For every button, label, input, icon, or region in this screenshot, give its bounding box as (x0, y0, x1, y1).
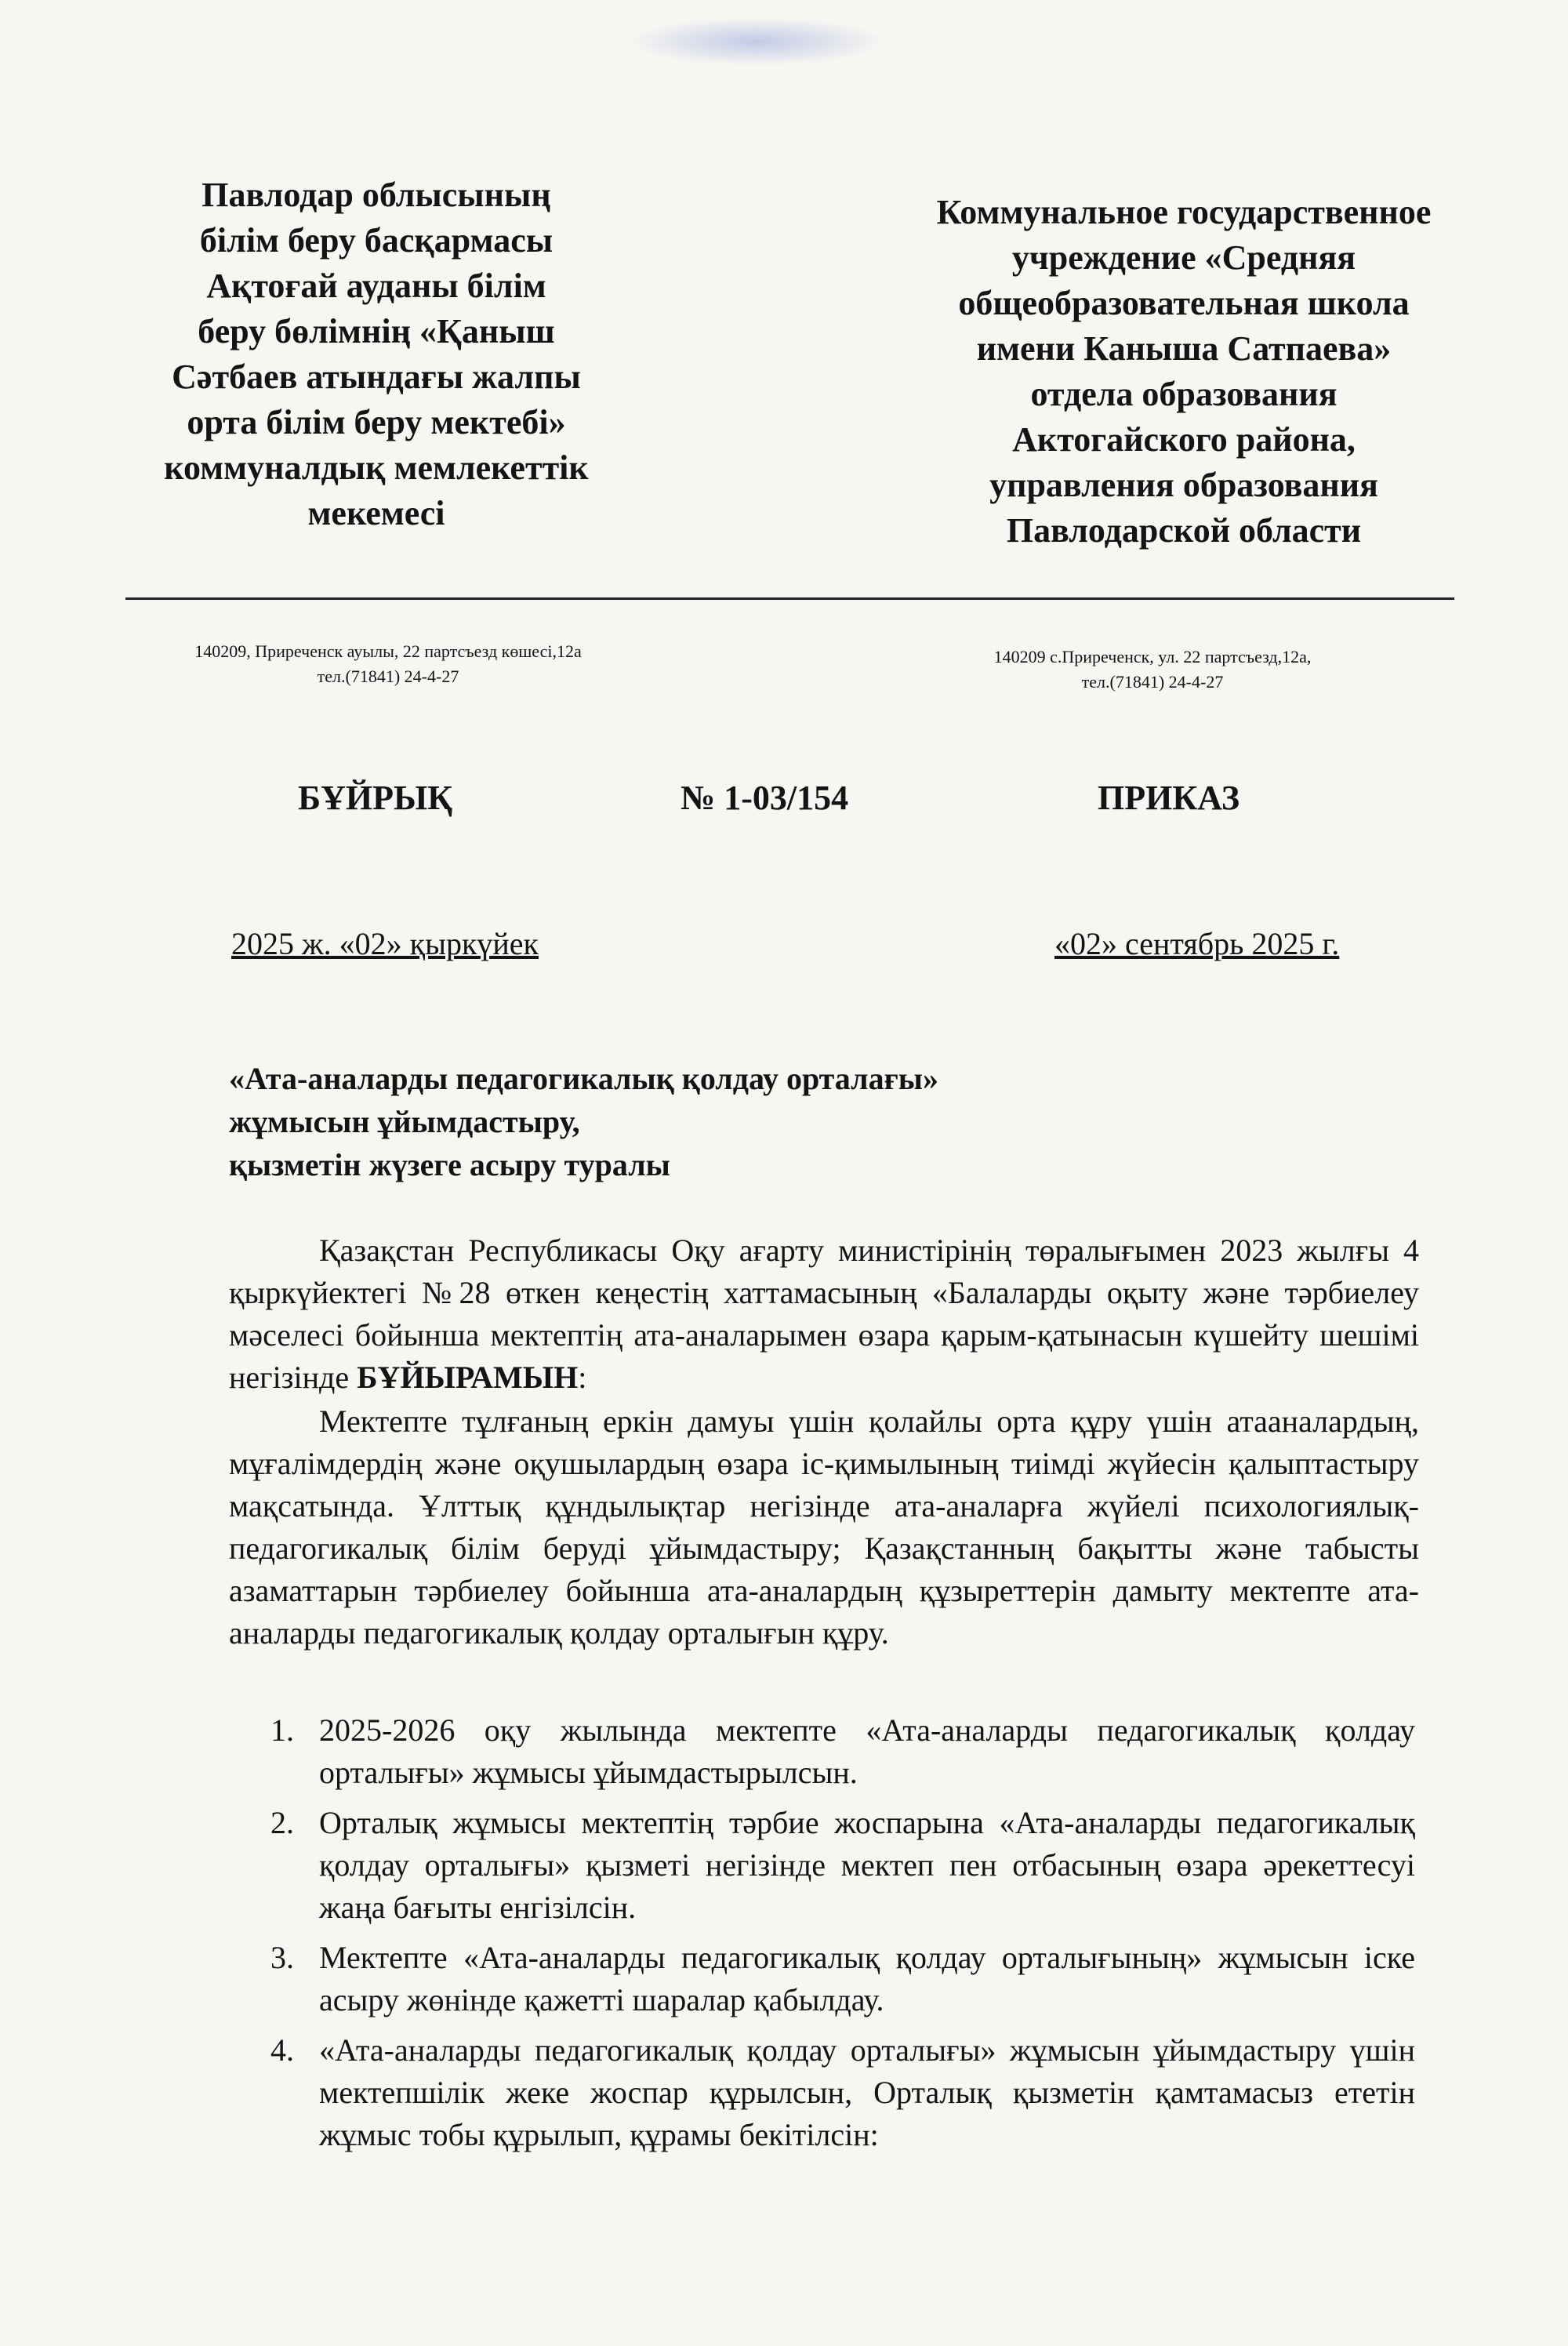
blurred-stamp (627, 17, 886, 66)
header-ru-line: имени Каныша Сатпаева» (976, 329, 1392, 368)
address-kz-line1: 140209, Приреченск ауылы, 22 партсъезд көшесі,12а (194, 641, 582, 661)
order-title-kz: БҰЙРЫҚ (298, 779, 453, 817)
order-verb: БҰЙЫРАМЫН (357, 1360, 579, 1395)
header-divider (125, 597, 1454, 600)
header-kz-line: білім беру басқармасы (199, 221, 554, 260)
header-kz-line: коммуналдық мемлекеттік (164, 448, 589, 487)
list-item (270, 2029, 1415, 2156)
item-number: 3. (270, 1940, 294, 1975)
item-number: 2. (270, 1805, 294, 1840)
subject-line: жұмысын ұйымдастыру, (229, 1104, 580, 1139)
header-kz-line: орта білім беру мектебі» (187, 403, 566, 441)
header-kz-line: Ақтоғай ауданы білім (206, 267, 546, 305)
header-ru-line: управления образования (989, 466, 1378, 504)
item-text: 2025-2026 оқу жылында мектепте «Ата-аналарды педагогикалық қолдау орталығы» жұмысы ұйымдастырылсын. (319, 1712, 1415, 1790)
item-number: 1. (270, 1712, 294, 1748)
subject-line: «Ата-аналарды педагогикалық қолдау орталағы» (229, 1061, 938, 1096)
header-russian (886, 190, 1482, 554)
header-kazakh (118, 172, 635, 536)
address-kz-line2: тел.(71841) 24-4-27 (317, 666, 459, 686)
item-text: Мектепте «Ата-аналарды педагогикалық қолдау орталығының» жұмысын іске асыру жөнінде қажетті шаралар қабылдау. (319, 1940, 1415, 2017)
header-ru-line: общеобразовательная школа (958, 284, 1410, 322)
header-ru-line: учреждение «Средняя (1011, 238, 1356, 277)
address-kazakh (125, 639, 651, 689)
list-item (270, 1937, 1415, 2021)
order-date-kz: 2025 ж. «02» қыркүйек (231, 926, 539, 961)
address-ru-line2: тел.(71841) 24-4-27 (1081, 672, 1224, 692)
header-kz-line: беру бөлімнің «Қаныш (198, 312, 555, 350)
header-ru-line: Павлодарской области (1006, 511, 1362, 550)
header-kz-line: мекемесі (307, 494, 445, 532)
preamble-paragraph (229, 1229, 1419, 1399)
header-ru-line: отдела образования (1030, 375, 1338, 413)
preamble-colon: : (578, 1360, 587, 1395)
preamble-text: Қазақстан Республикасы Оқу ағарту министірінің төралығымен 2023 жылғы 4 қыркүйектегі №28 өткен кеңестің хаттамасының «Балаларды оқыту және тәрбиелеу мәселесі бойынша мектептің ата-аналарымен өзара қарым-қатынасын күшейту шешімі негізінде (229, 1233, 1419, 1395)
purpose-paragraph: Мектепте тұлғаның еркін дамуы үшін қолайлы орта құру үшін атааналардың, мұғалімдердің және оқушылардың өзара іс-қимылының тиімді жүйесін қалыптастыру мақсатында. Ұлттық құндылықтар негізінде ата-аналарға жүйелі психологиялық-педагогикалық білім беруді ұйымдастыру; Қазақстанның бақытты және табысты азаматтарын тәрбиелеу бойынша ата-аналардың құзыреттерін дамыту мектепте ата-аналарды педагогикалық қолдау орталығын құру. (229, 1404, 1419, 1651)
order-number: № 1-03/154 (681, 779, 849, 817)
subject-line: қызметін жүзеге асыру туралы (229, 1147, 670, 1182)
list-item (270, 1802, 1415, 1929)
item-text: «Ата-аналарды педагогикалық қолдау орталығы» жұмысын ұйымдастыру үшін мектепшілік жеке жоспар құрылсын, Орталық қызметін қамтамасыз ететін жұмыс тобы құрылып, құрамы бекітілсін: (319, 2032, 1415, 2152)
order-items-list (270, 1709, 1415, 2164)
list-item (270, 1709, 1415, 1794)
item-number: 4. (270, 2032, 294, 2068)
order-date-ru: «02» сентябрь 2025 г. (1054, 926, 1340, 961)
header-ru-line: Коммунальное государственное (936, 193, 1432, 231)
address-russian (925, 645, 1380, 695)
header-ru-line: Актогайского района, (1012, 420, 1356, 459)
order-subject (229, 1057, 1248, 1186)
item-text: Орталық жұмысы мектептің тәрбие жоспарына «Ата-аналарды педагогикалық қолдау орталығы» қызметі негізінде мектеп пен отбасының өзара әрекеттесуі жаңа бағыты енгізілсін. (319, 1805, 1415, 1925)
address-ru-line1: 140209 с.Приреченск, ул. 22 партсъезд,12а, (993, 647, 1312, 666)
order-title-ru: ПРИКАЗ (1098, 779, 1240, 817)
header-kz-line: Павлодар облысының (201, 176, 551, 214)
header-kz-line: Сәтбаев атындағы жалпы (172, 358, 581, 396)
